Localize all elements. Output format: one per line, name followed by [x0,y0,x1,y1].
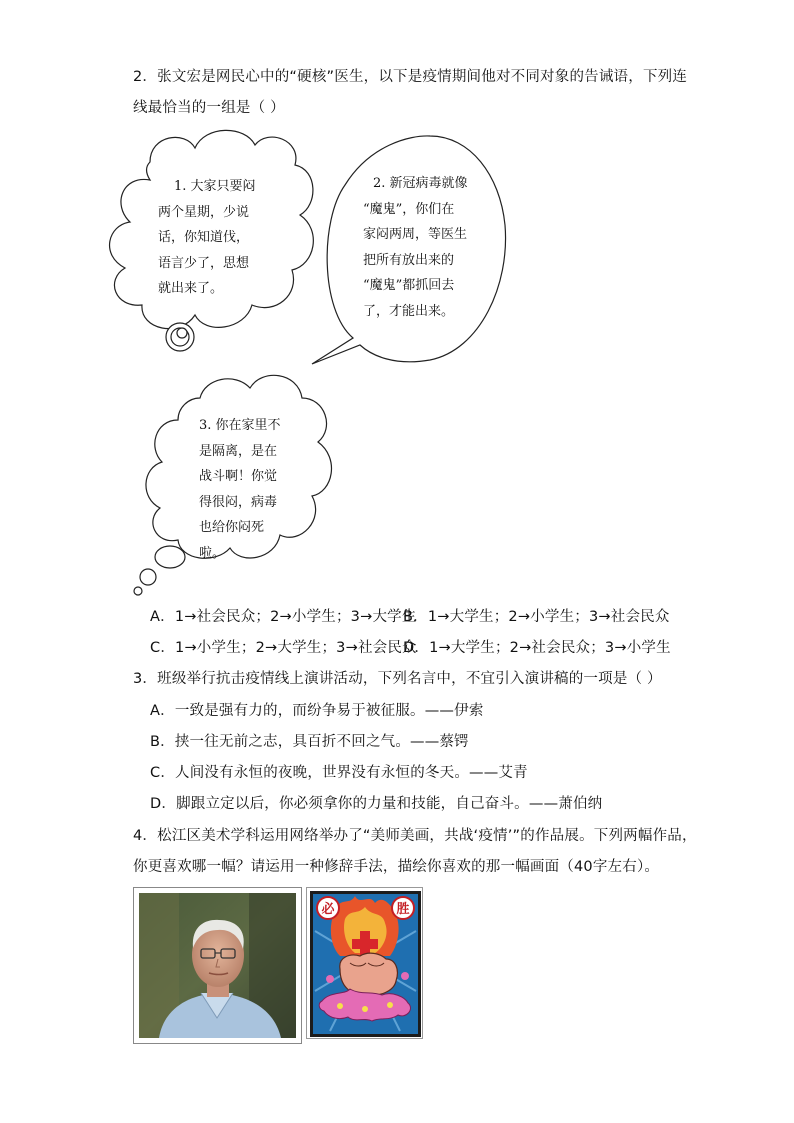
fist-poster-image [310,891,421,1037]
bubble1-text [158,174,256,302]
q2-option-d: D．1→大学生；2→社会民众；3→小学生 [403,640,671,656]
q2-stem-line1: 2．张文宏是网民心中的“硬核”医生，以下是疫情期间他对不同对象的告诫语，下列连 [133,69,688,85]
bubble2-text [363,171,468,324]
q3-option-a: A．一致是强有力的，而纷争易于被征服。——伊索 [150,703,484,719]
q4-stem-line2: 你更喜欢哪一幅？请运用一种修辞手法，描绘你喜欢的那一幅画面（40字左右）。 [133,859,660,875]
bubble3-line: 啦。 [199,545,226,561]
bubble1-line: 就出来了。 [158,281,224,296]
bubble2-line: 2. 新冠病毒就像 [373,176,468,191]
q2-option-a: A．1→社会民众；2→小学生；3→大学生 [150,609,417,625]
poster-char-right: 胜 [396,902,410,917]
bubble1-line: 1. 大家只要闷 [174,179,256,194]
bubble1-line: 语言少了，思想 [158,255,250,271]
q3-option-b: B．挟一往无前之志，具百折不回之气。——蔡锷 [150,734,469,750]
q4-stem-line1: 4．松江区美术学科运用网络举办了“美师美画，共战‘疫情’”的作品展。下列两幅作品， [133,828,697,844]
q2-option-b: B．1→大学生；2→小学生；3→社会民众 [403,609,670,625]
bubble2-line: “魔鬼”都抓回去 [363,278,455,293]
bubble2-line: “魔鬼”，你们在 [363,201,455,217]
q3-option-d: D．脚跟立定以后，你必须拿你的力量和技能，自己奋斗。——萧伯纳 [150,796,603,812]
bubble3-line: 战斗啊！你觉 [199,469,278,484]
bubble3-line: 得很闷，病毒 [199,494,278,510]
q2-stem-line2: 线最恰当的一组是（ ） [133,100,285,116]
bubble3-line: 是隔离，是在 [199,443,278,459]
bubble3-text [199,413,281,566]
bubble3-line: 3. 你在家里不 [199,418,281,433]
bubble2-line: 了，才能出来。 [363,303,455,319]
portrait-image [139,893,296,1038]
portrait-painting [133,887,302,1044]
q3-option-c: C．人间没有永恒的夜晚，世界没有永恒的冬天。——艾青 [150,765,528,781]
poster-char-left: 必 [321,902,335,917]
bubble2-line: 把所有放出来的 [363,252,455,268]
bubble1-line: 话，你知道伐， [158,230,250,245]
q3-stem: 3．班级举行抗击疫情线上演讲活动，下列名言中，不宜引入演讲稿的一项是（ ） [133,671,662,687]
bubble1-line: 两个星期，少说 [158,204,250,220]
q2-option-c: C．1→小学生；2→大学生；3→社会民众 [150,640,417,656]
bubble2-line: 家闷两周，等医生 [363,227,468,242]
bubble3-line: 也给你闷死 [199,520,265,535]
fist-poster-painting [306,887,423,1039]
